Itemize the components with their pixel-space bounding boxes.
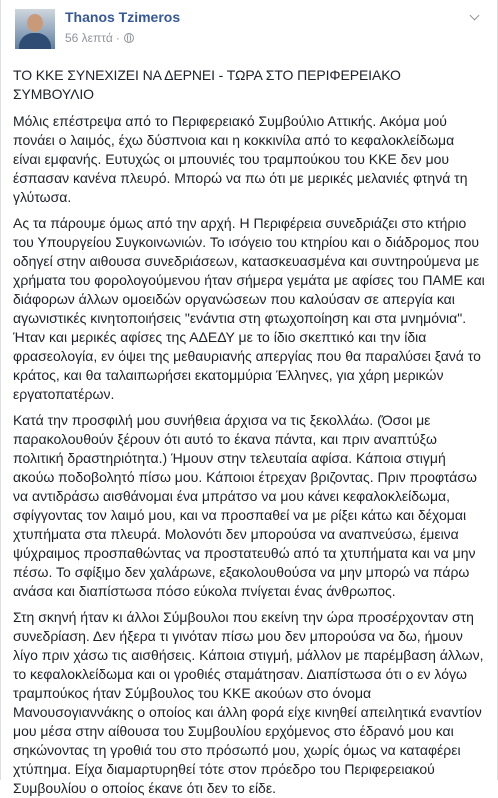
post-header [13, 0, 485, 52]
avatar-head [27, 14, 43, 32]
author-name-link[interactable]: Thanos Tzimeros [65, 9, 181, 25]
post-paragraph: Κατά την προσφιλή μου συνήθεια άρχισα να τις ξεκολλάω. (Όσοι με παρακολουθούν ξέρουν ότι αυτό το έκανα πάντα, και πριν αναπτύξω πολιτική δραστηριότητα.) Ήμουν στην τελευταία αφίσα. Κάποια στιγμή ακούω ποδοβολητό πίσω μου. Κάποιοι έτρεχαν βριζοντας. Πριν προφτάσω να αντιδράσω αισθάνομαι ένα μπράτσο να μου κάνει κεφαλοκλείδωμα, σφίγγοντας τον λαιμό μου, και να προσπαθεί να με ρίξει κάτω και δέχομαι χτυπήματα στα πλευρά. Μολονότι δεν μπορούσα να αναπνεύσω, έμεινα ψύχραιμος προσπαθώντας να προστατευθώ από τα χτυπήματα και να μην πέσω. Το σφίξιμο δεν χαλάρωνε, εξακολουθούσα να μην μπορώ να πάρω ανάσα και διαπίστωσα πόσο εύκολα πνίγεται ένας άνθρωπος. [13, 412, 477, 599]
post-body [13, 66, 485, 798]
post-title: ΤΟ ΚΚΕ ΣΥΝΕΧΙΖΕΙ ΝΑ ΔΕΡΝΕΙ - ΤΩΡΑ ΣΤΟ ΠΕΡΙΦΕΡΕΙΑΚΟ ΣΥΜΒΟΥΛΙΟ [13, 67, 401, 102]
meta-separator: · [115, 31, 120, 45]
post-paragraph: Ας τα πάρουμε όμως από την αρχή. Η Περιφέρεια συνεδριάζει στο κτήριο του Υπουργείου Συγκοινωνιών. Το ισόγειο του κτηρίου και ο διάδρομος που οδηγεί στην αιθουσα συνεδριάσεων, κατασκευασμένα και συντηρούμενα με χρήματα του φορολογούμενου ήταν σήμερα γεμάτα με αφίσες του ΠΑΜΕ και διάφορων άλλων ομοειδών οργανώσεων που καλούσαν σε απεργία και αγωνιστικές κινητοποιήσεις "ενάντια στη φτωχοποίηση και στα μνημόνια". Ήταν και μερικές αφίσες της ΑΔΕΔΥ με το ίδιο σκεπτικό και την ίδια φρασεολογία, εν όψει της μεθαυριανής απεργίας που θα παραλύσει ξανά το κράτος, και θα ταλαιπωρήσει εκατομμύρια Έλληνες, για χάρη μερικών εργατοπατέρων. [13, 215, 485, 402]
avatar-shirt [19, 33, 51, 49]
avatar[interactable] [15, 9, 55, 49]
post-paragraph: Μόλις επέστρεψα από το Περιφερειακό Συμβούλιο Αττικής. Ακόμα μού πονάει ο λαιμός, έχω δύσπνοια και η κοκκινίλα από το κεφαλοκλείδωμα είναι εμφανής. Ευτυχώς οι μπουνιές του τραμπούκου του ΚΚΕ δεν μου έσπασαν κανένα πλευρό. Μπορώ να πω ότι με μερικές μελανιές φτηνά τη γλύτωσα. [13, 113, 468, 205]
post-meta [65, 31, 134, 45]
chevron-down-icon[interactable] [469, 12, 481, 24]
globe-icon[interactable] [124, 33, 134, 43]
post-paragraph: Στη σκηνή ήταν κι άλλοι Σύμβουλοι που εκείνη την ώρα προσέρχονταν στη συνεδρίαση. Δεν ήξερα τι γινόταν πίσω μου δεν μπορούσα να δω, ήμουν λίγο πριν χάσω τις αισθήσεις. Κάποια στιγμή, μάλλον με παρέμβαση άλλων, το κεφαλοκλείδωμα και οι γροθιές σταμάτησαν. Διαπίστωσα ότι ο εν λόγω τραμπούκος ήταν Σύμβουλος του ΚΚΕ ακούων στο όνομα Μανουσογιαννάκης ο οποίος και άλλη φορά είχε κινηθεί απειλητικά εναντίον μου μέσα στην αίθουσα του Συμβουλίου ερχόμενος στο έδρανό μου και σηκώνοντας τη γροθιά του στο πρόσωπό μου, χωρίς όμως να καταφέρει χτύπημα. Είχα διαμαρτυρηθεί τότε στον πρόεδρο του Περιφερειακού Συμβουλίου ο οποίος έκανε ότι δεν το είδε. [13, 609, 484, 796]
post-timestamp[interactable]: 56 λεπτά [65, 31, 113, 45]
